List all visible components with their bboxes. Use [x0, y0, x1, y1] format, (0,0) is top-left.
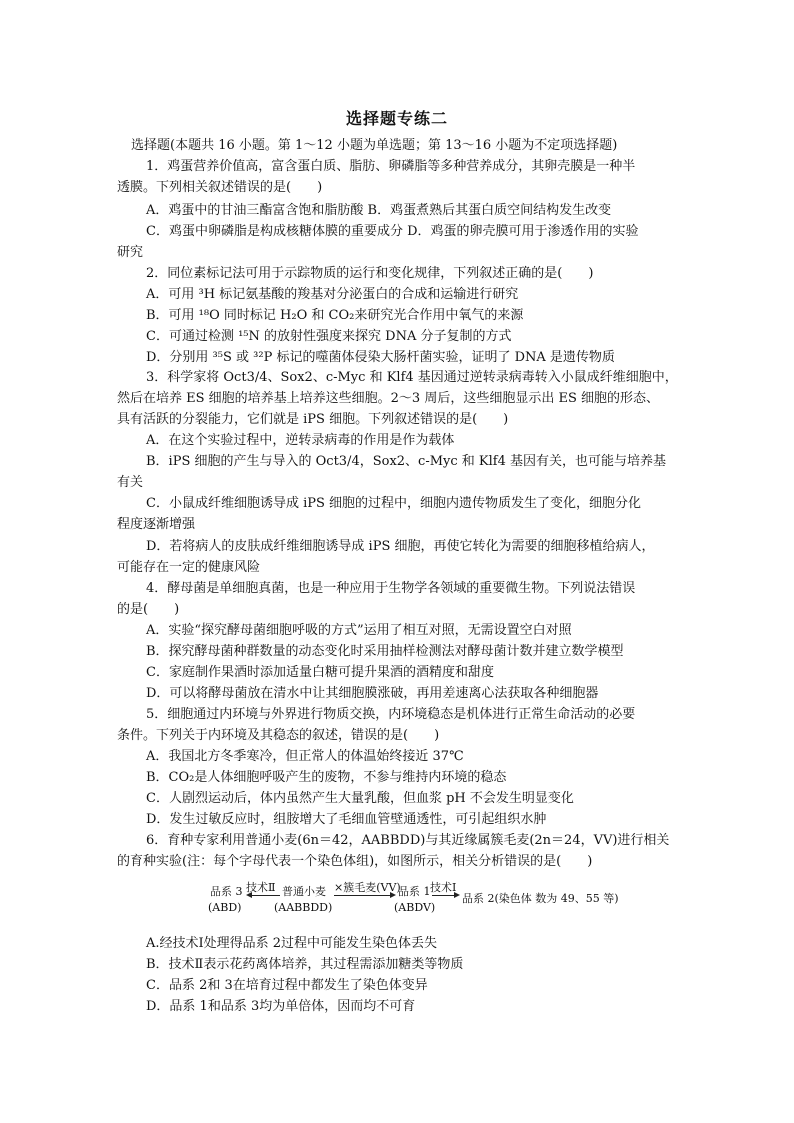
q3-option-d: D．若将病人的皮肤成纤维细胞诱导成 iPS 细胞，再使它转化为需要的细胞移植给病人，: [146, 539, 655, 554]
q4-option-a: A．实验“探究酵母菌细胞呼吸的方式”运用了相互对照，无需设置空白对照: [146, 623, 572, 638]
diagram-pin2: 品系 2(染色体 数为 49、55 等): [462, 892, 619, 905]
breeding-diagram: [200, 879, 620, 919]
q1-options-cd: C．鸡蛋中卵磷脂是构成核糖体膜的重要成分 D．鸡蛋的卵壳膜可用于渗透作用的实验: [146, 224, 639, 239]
q3-stem-2: 然后在培养 ES 细胞的培养基上培养这些细胞。2～3 周后，这些细胞显示出 ES 细胞的形态、: [117, 391, 659, 406]
q3-option-c: C．小鼠成纤维细胞诱导成 iPS 细胞的过程中，细胞内遗传物质发生了变化，细胞分化: [146, 496, 642, 511]
q1-options-ab: A．鸡蛋中的甘油三酯富含饱和脂肪酸 B．鸡蛋煮熟后其蛋白质空间结构发生改变: [146, 203, 612, 218]
q2-stem: 2．同位素标记法可用于示踪物质的运行和变化规律，下列叙述正确的是( ): [146, 266, 594, 281]
q3-option-c-cont: 程度逐渐增强: [117, 517, 196, 532]
arrow-cross: [334, 895, 392, 896]
q2-option-b: B．可用 ¹⁸O 同时标记 H₂O 和 CO₂来研究光合作用中氧气的来源: [146, 308, 524, 323]
q3-option-a: A．在这个实验过程中，逆转录病毒的作用是作为载体: [146, 433, 455, 448]
q5-option-c: C．人剧烈运动后，体内虽然产生大量乳酸，但血浆 pH 不会发生明显变化: [146, 791, 574, 806]
q3-stem-3: 具有活跃的分裂能力，它们就是 iPS 细胞。下列叙述错误的是( ): [117, 412, 509, 427]
diagram-tech1-label: 技术Ⅰ: [430, 881, 457, 894]
diagram-wheat: 普通小麦: [282, 885, 326, 898]
q4-option-b: B．探究酵母菌种群数量的动态变化时采用抽样检测法对酵母菌计数并建立数学模型: [146, 644, 624, 659]
arrow-tech2-head: [246, 892, 252, 898]
q3-option-d-cont: 可能存在一定的健康风险: [117, 560, 261, 575]
intro-text: 选择题(本题共 16 小题。第 1～12 小题为单选题；第 13～16 小题为不定项选择题): [131, 138, 618, 153]
q2-option-a: A．可用 ³H 标记氨基酸的羧基对分泌蛋白的合成和运输进行研究: [146, 287, 519, 302]
q1-options-cd-cont: 研究: [117, 245, 144, 260]
q3-stem: 3．科学家将 Oct3/4、Sox2、c-Myc 和 Klf4 基因通过逆转录病毒转入小鼠成纤维细胞中，: [146, 370, 678, 385]
diagram-pin3: 品系 3: [210, 885, 243, 898]
diagram-pin3-genome: (ABD): [208, 901, 242, 914]
q5-option-d: D．发生过敏反应时，组胺增大了毛细血管壁通透性，可引起组织水肿: [146, 812, 547, 827]
page-title: 选择题专练二: [345, 109, 448, 128]
diagram-wheat-genome: (AABBDD): [274, 901, 333, 914]
q5-option-a: A．我国北方冬季寒冷，但正常人的体温始终接近 37℃: [146, 749, 464, 764]
diagram-cross-label: ×簇毛麦(VV): [334, 881, 401, 894]
q3-option-b: B．iPS 细胞的产生与导入的 Oct3/4，Sox2、c-Myc 和 Klf4 基因有关，也可能与培养基: [146, 454, 667, 469]
diagram-tech2-label: 技术Ⅱ: [246, 881, 276, 894]
q6-option-c: C．品系 2和 3在培育过程中都发生了染色体变异: [146, 978, 428, 993]
q6-option-b: B．技术Ⅱ表示花药离体培养，其过程需添加糖类等物质: [146, 957, 464, 972]
arrow-cross-head: [390, 892, 396, 898]
q2-option-c: C．可通过检测 ¹⁵N 的放射性强度来探究 DNA 分子复制的方式: [146, 329, 512, 344]
q5-option-b: B．CO₂是人体细胞呼吸产生的废物，不参与维持内环境的稳态: [146, 770, 507, 785]
q5-stem-cont: 条件。下列关于内环境及其稳态的叙述，错误的是( ): [117, 728, 440, 743]
arrow-tech1-head: [454, 892, 460, 898]
q6-option-a: A.经技术Ⅰ处理得品系 2过程中可能发生染色体丢失: [146, 936, 438, 951]
q6-stem-cont: 的育种实验(注：每个字母代表一个染色体组)，如图所示，相关分析错误的是( ): [117, 854, 593, 869]
q5-stem: 5．细胞通过内环境与外界进行物质交换，内环境稳态是机体进行正常生命活动的必要: [146, 707, 636, 722]
q4-stem-cont: 的是( ): [117, 602, 180, 617]
q4-option-c: C．家庭制作果酒时添加适量白糖可提升果酒的酒精度和甜度: [146, 665, 494, 680]
q3-option-b-cont: 有关: [117, 475, 144, 490]
q1-stem: 1．鸡蛋营养价值高，富含蛋白质、脂肪、卵磷脂等多种营养成分，其卵壳膜是一种半: [146, 159, 636, 174]
arrow-tech1: [432, 895, 456, 896]
q4-stem: 4．酵母菌是单细胞真菌，也是一种应用于生物学各领域的重要微生物。下列说法错误: [146, 581, 636, 596]
q4-option-d: D．可以将酵母菌放在清水中让其细胞膜涨破，再用差速离心法获取各种细胞器: [146, 686, 599, 701]
q6-stem: 6．育种专家利用普通小麦(6n＝42，AABBDD)与其近缘属簇毛麦(2n＝24，VV)进行相关: [146, 833, 670, 848]
arrow-tech2: [250, 895, 280, 896]
q2-option-d: D．分别用 ³⁵S 或 ³²P 标记的噬菌体侵染大肠杆菌实验，证明了 DNA 是遗传物质: [146, 350, 615, 365]
diagram-pin1-genome: (ABDV): [394, 901, 436, 914]
q1-stem-cont: 透膜。下列相关叙述错误的是( ): [117, 180, 323, 195]
diagram-pin1: 品系 1: [398, 885, 431, 898]
q6-option-d: D．品系 1和品系 3均为单倍体，因而均不可育: [146, 999, 416, 1014]
